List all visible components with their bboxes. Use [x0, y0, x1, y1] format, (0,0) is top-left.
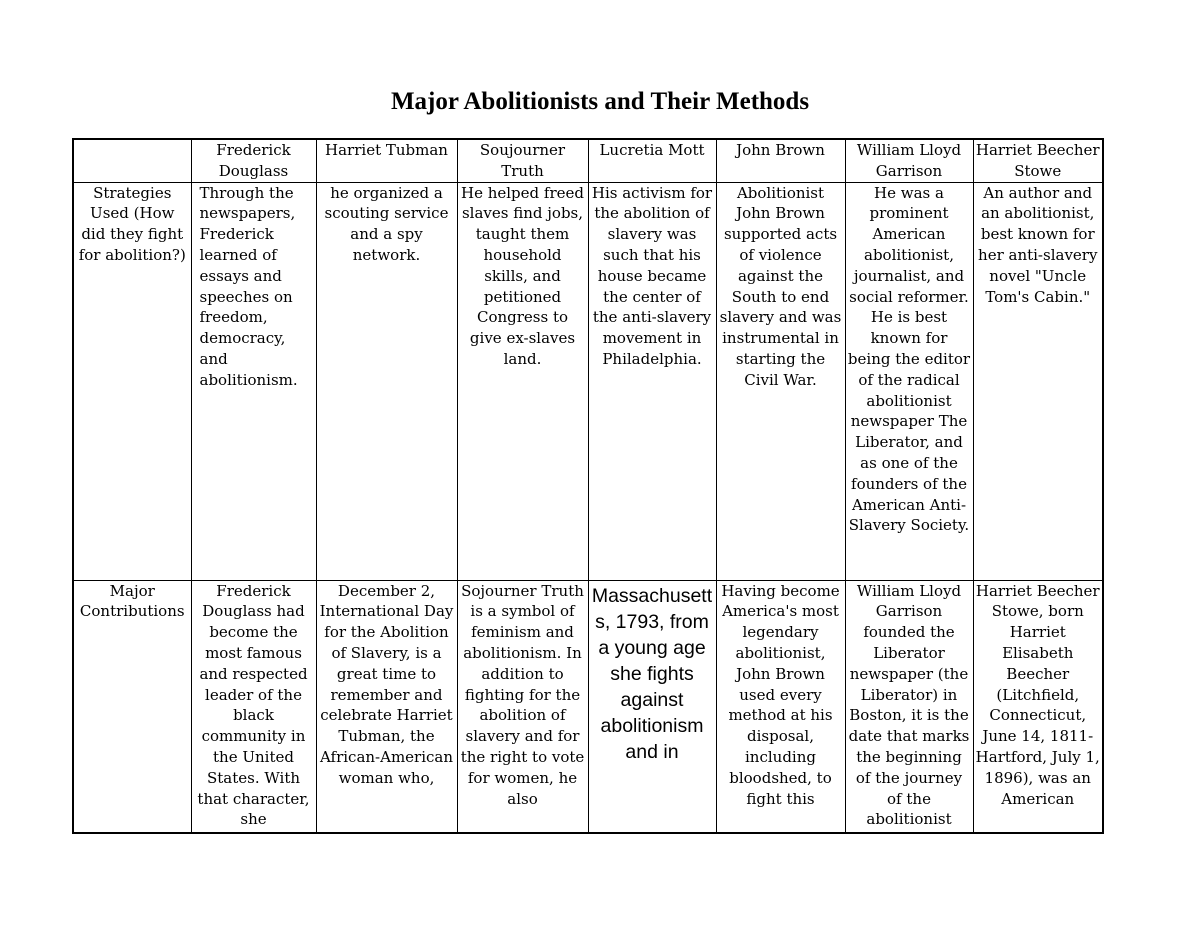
abolitionists-table	[72, 138, 1104, 834]
cell-strategies-sojourner-truth: He helped freed slaves find jobs, taught them household skills, and petitioned Congress to give ex-slaves land.	[457, 182, 588, 580]
cell-strategies-william-lloyd-garrison: He was a prominent American abolitionist, journalist, and social reformer. He is best known for being the editor of the radical abolitionist newspaper The Liberator, and as one of the founders of the American Anti-Slavery Society.	[845, 182, 973, 580]
cell-contrib-john-brown-text: Having become America's most legendary abolitionist, John Brown used every method at his disposal, including bloodshed, to fight this	[721, 581, 840, 808]
column-header-harriet-beecher-stowe: Harriet Beecher Stowe	[973, 139, 1103, 182]
column-header-john-brown: John Brown	[716, 139, 845, 182]
cell-contrib-william-lloyd-garrison	[845, 580, 973, 833]
header-row	[73, 139, 1103, 182]
row-label-contributions	[73, 580, 191, 833]
row-label-strategies: Strategies Used (How did they fight for abolition?)	[73, 182, 191, 580]
cell-contrib-harriet-tubman	[316, 580, 457, 833]
cell-contrib-william-lloyd-garrison-text: William Lloyd Garrison founded the Liberator newspaper (the Liberator) in Boston, it is the date that marks the beginning of the journey of the abolitionist	[848, 581, 970, 829]
cell-contrib-john-brown	[716, 580, 845, 833]
row-label-contributions-text: Major Contributions	[79, 581, 185, 621]
cell-strategies-lucretia-mott: His activism for the abolition of slavery was such that his house became the center of the anti-slavery movement in Philadelphia.	[588, 182, 716, 580]
column-header-william-lloyd-garrison: William Lloyd Garrison	[845, 139, 973, 182]
column-header-sojourner-truth: Soujourner Truth	[457, 139, 588, 182]
table-row-strategies	[73, 182, 1103, 580]
corner-cell	[73, 139, 191, 182]
cell-strategies-harriet-beecher-stowe: An author and an abolitionist, best known for her anti-slavery novel "Uncle Tom's Cabin."	[973, 182, 1103, 580]
column-header-lucretia-mott: Lucretia Mott	[588, 139, 716, 182]
cell-contrib-harriet-tubman-text: December 2, International Day for the Abolition of Slavery, is a great time to remember and celebrate Harriet Tubman, the African-American woman who,	[319, 581, 454, 787]
cell-strategies-frederick-douglass: Through the newspapers, Frederick learned of essays and speeches on freedom, democracy, and abolitionism.	[191, 182, 316, 580]
cell-contrib-harriet-beecher-stowe	[973, 580, 1103, 833]
cell-contrib-lucretia-mott-text: Massachusetts, 1793, from a young age she fights against abolitionism and in	[591, 584, 713, 763]
cell-contrib-harriet-beecher-stowe-text: Harriet Beecher Stowe, born Harriet Elisabeth Beecher (Litchfield, Connecticut, June 14, 1811-Hartford, July 1, 1896), was an American	[975, 581, 1100, 808]
document-title: Major Abolitionists and Their Methods	[390, 88, 810, 115]
cell-strategies-harriet-tubman: he organized a scouting service and a spy network.	[316, 182, 457, 580]
cell-contrib-frederick-douglass	[191, 580, 316, 833]
cell-contrib-sojourner-truth-text: Sojourner Truth is a symbol of feminism and abolitionism. In addition to fighting for the abolition of slavery and for the right to vote for women, he also	[460, 581, 585, 808]
column-header-frederick-douglass: Frederick Douglass	[191, 139, 316, 182]
column-header-harriet-tubman: Harriet Tubman	[316, 139, 457, 182]
cell-contrib-lucretia-mott	[588, 580, 716, 833]
cell-contrib-frederick-douglass-text: Frederick Douglass had become the most famous and respected leader of the black community in the United States. With that character, she	[197, 581, 310, 829]
table-row-contributions	[73, 580, 1103, 833]
cell-contrib-sojourner-truth	[457, 580, 588, 833]
cell-strategies-john-brown: Abolitionist John Brown supported acts of violence against the South to end slavery and was instrumental in starting the Civil War.	[716, 182, 845, 580]
